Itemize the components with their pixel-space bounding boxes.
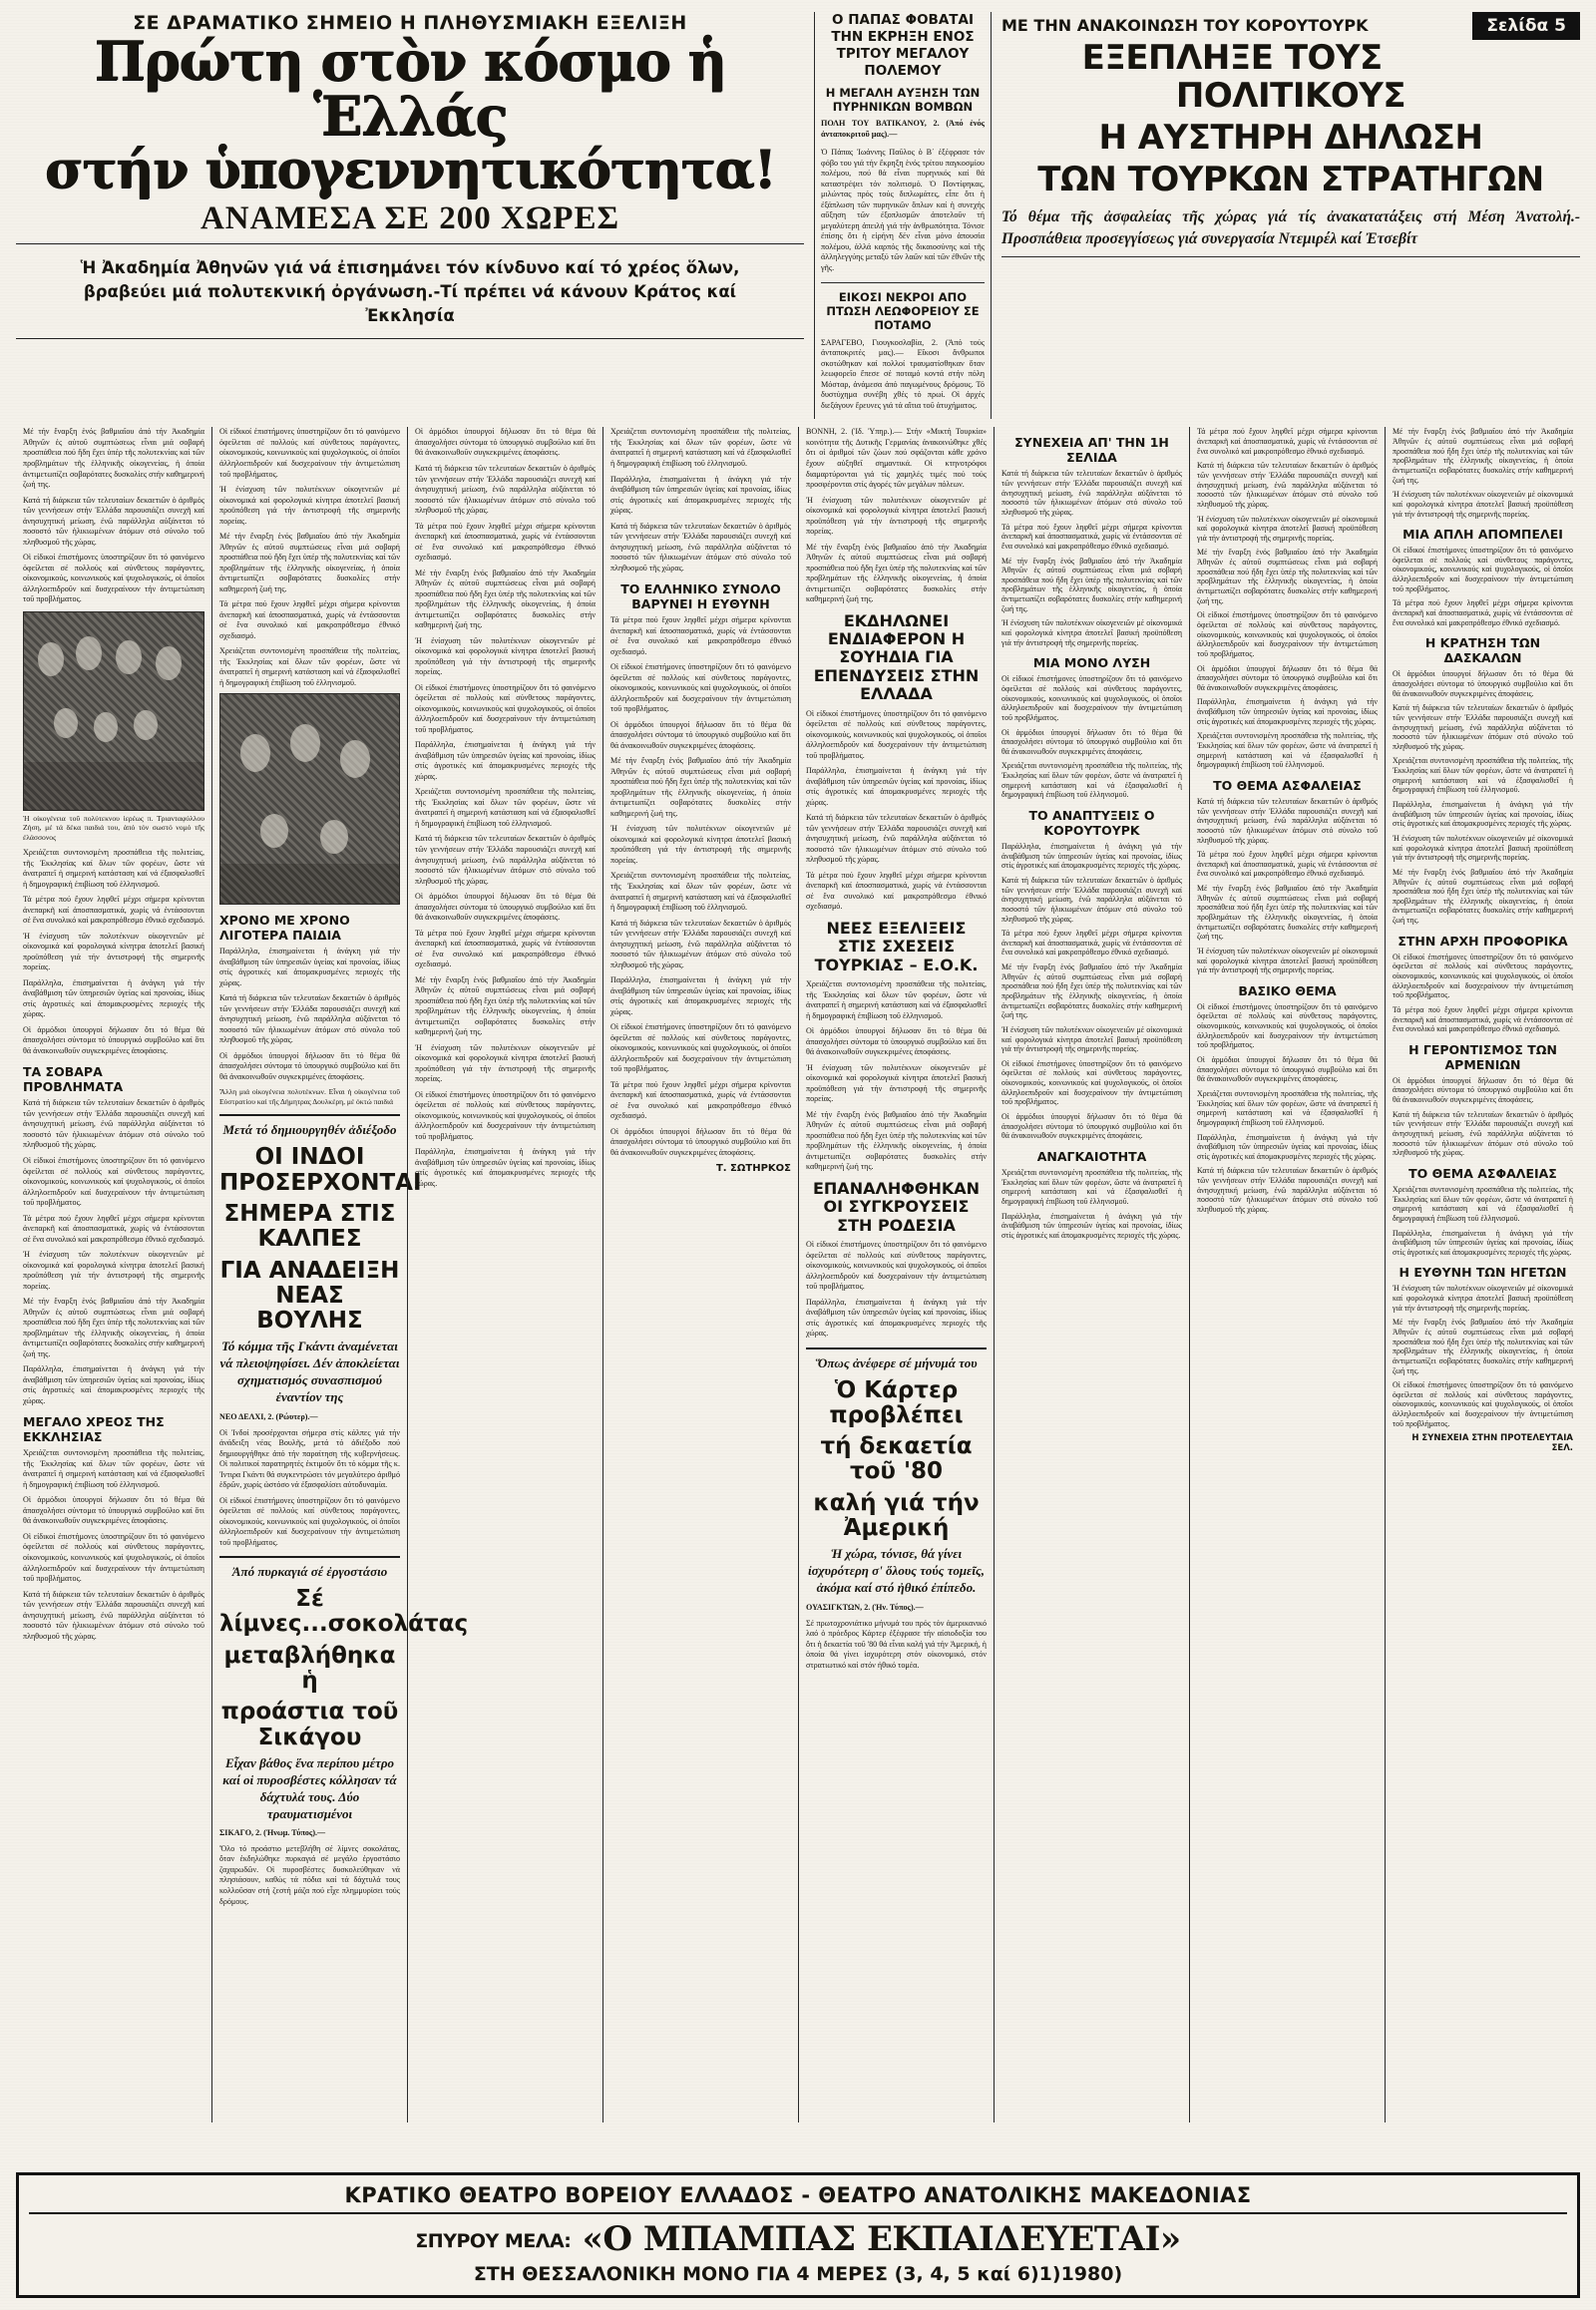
dateline: ΝΕΟ ΔΕΛΧΙ, 2. (Ρώυτερ).— xyxy=(219,1411,318,1421)
continued-note: Η ΣΥΝΕΧΕΙΑ ΣΤΗΝ ΠΡΟΤΕΛΕΥΤΑΙΑ ΣΕΛ. xyxy=(1411,1433,1573,1454)
section-head-rhodesia: ΕΠΑΝΑΛΗΦΘΗΚΑΝ ΟΙ ΣΥΓΚΡΟΥΣΕΙΣ ΣΤΗ ΡΟΔΕΣΙΑ xyxy=(812,1178,980,1235)
section-head-necessity: ΑΝΑΓΚΑΙΟΤΗΤΑ xyxy=(1036,1148,1147,1164)
paragraph: Οἱ εἰδικοί ἐπιστήμονες ὑποστηρίζουν ὅτι τό φαινόμενο ὀφείλεται σέ πολλούς καί σύνθετους παράγοντες, οἰκονομικούς, κοινωνικούς καί ψυχολογικούς, οἱ ὁποῖοι ἀλληλοεπιδροῦν καί δυσχεραίνουν τήν ἀντιμετώπιση τοῦ προβλήματος. xyxy=(415,1089,596,1141)
article-signature: Τ. ΣΩΤΗΡΚΟΣ xyxy=(715,1163,791,1175)
ad-line-3: ΣΤΗ ΘΕΣΣΑΛΟΝΙΚΗ ΜΟΝΟ ΓΙΑ 4 ΜΕΡΕΣ (3, 4, 5 καί 6)1)1980) xyxy=(473,2263,1123,2285)
section-head-fewer-children: ΧΡΟΝΟ ΜΕ ΧΡΟΝΟ ΛΙΓΟΤΕΡΑ ΠΑΙΔΙΑ xyxy=(219,913,350,944)
paragraph: Οἱ εἰδικοί ἐπιστήμονες ὑποστηρίζουν ὅτι τό φαινόμενο ὀφείλεται σέ πολλούς καί σύνθετους παράγοντες, οἰκονομικούς, κοινωνικούς καί ψυχολογικούς, οἱ ὁποῖοι ἀλληλοεπιδροῦν καί δυσχεραίνουν τήν ἀντιμετώπιση τοῦ προβλήματος. xyxy=(415,682,596,734)
paragraph: Μέ τήν ἔναρξη ἑνός βαθμιαῖου ἀπό τήν Ἀκαδημία Ἀθηνῶν ἐς αὐτοῦ συμπτώσεως εἶναι μιά σοβαρή προσπάθεια πού ἤδη ἔχει ὑπέρ τῆς πολυτεκνίας καί τῶν προβλημάτων τῆς ἑλληνικῆς οἰκογενείας, ἡ ὁποία ἀντιμετωπίζει σοβαρότατες δυσκολίες στήν καθημερινή ζωή της. xyxy=(806,1109,987,1172)
paragraph: Μέ τήν ἔναρξη ἑνός βαθμιαῖου ἀπό τήν Ἀκαδημία Ἀθηνῶν ἐς αὐτοῦ συμπτώσεως εἶναι μιά σοβαρή προσπάθεια πού ἤδη ἔχει ὑπέρ τῆς πολυτεκνίας καί τῶν προβλημάτων τῆς ἑλληνικῆς οἰκογενείας, ἡ ὁποία ἀντιμετωπίζει σοβαρότατες δυσκολίες στήν καθημερινή ζωή της. xyxy=(610,756,791,818)
paragraph: Χρειάζεται συντονισμένη προσπάθεια τῆς πολιτείας, τῆς Ἐκκλησίας καί ὅλων τῶν φορέων, ὥστε νά ἀνατραπεῖ ἡ σημερινή κατάσταση καί νά ἐξασφαλισθεῖ ἡ δημογραφική ἐπιβίωση τοῦ ἑλληνισμοῦ. xyxy=(23,1448,204,1489)
paragraph: Ἡ ἐνίσχυση τῶν πολυτέκνων οἰκογενειῶν μέ οἰκονομικά καί φορολογικά κίνητρα ἀποτελεῖ βασική προϋπόθεση γιά τήν ἀντιστροφή τῆς σημερινῆς πορείας. xyxy=(610,824,791,865)
divider xyxy=(16,243,804,244)
mid-subhead: Η ΜΕΓΑΛΗ ΑΥΞΗΣΗ ΤΩΝ ΠΥΡΗΝΙΚΩΝ ΒΟΜΒΩΝ xyxy=(825,85,981,114)
paragraph: Οἱ ἁρμόδιοι ὑπουργοί δήλωσαν ὅτι τό θέμα θά ἀπασχολήσει σύντομα τό ὑπουργικό συμβούλιο καί ὅτι θά ἀνακοινωθοῦν συγκεκριμένες ἀποφάσεις. xyxy=(415,427,596,458)
paragraph: Οἱ ἁρμόδιοι ὑπουργοί δήλωσαν ὅτι τό θέμα θά ἀπασχολήσει σύντομα τό ὑπουργικό συμβούλιο καί ὅτι θά ἀνακοινωθοῦν συγκεκριμένες ἀποφάσεις. xyxy=(1001,1112,1182,1141)
paragraph: Μέ τήν ἔναρξη ἑνός βαθμιαῖου ἀπό τήν Ἀκαδημία Ἀθηνῶν ἐς αὐτοῦ συμπτώσεως εἶναι μιά σοβαρή προσπάθεια πού ἤδη ἔχει ὑπέρ τῆς πολυτεκνίας καί τῶν προβλημάτων τῆς ἑλληνικῆς οἰκογενείας, ἡ ὁποία ἀντιμετωπίζει σοβαρότατες δυσκολίες στήν καθημερινή ζωή της. xyxy=(23,1297,204,1358)
paragraph: Χρειάζεται συντονισμένη προσπάθεια τῆς πολιτείας, τῆς Ἐκκλησίας καί ὅλων τῶν φορέων, ὥστε νά ἀνατραπεῖ ἡ σημερινή κατάσταση καί νά ἐξασφαλισθεῖ ἡ δημογραφική ἐπιβίωση τοῦ ἑλληνισμοῦ. xyxy=(415,787,596,828)
paragraph: Τά μέτρα πού ἔχουν ληφθεῖ μέχρι σήμερα κρίνονται ἀνεπαρκῆ καί ἀποσπασματικά, χωρίς νά ἐντάσσονται σέ ἕνα συνολικό καί μακροπρόθεσμο ἐθνικό σχεδιασμό. xyxy=(415,521,596,563)
paragraph: Κατά τή διάρκεια τῶν τελευταίων δεκαετιῶν ὁ ἀριθμός τῶν γεννήσεων στήν Ἑλλάδα παρουσιάζει συνεχῆ καί ἀνησυχητική μείωση, ἐνῶ παράλληλα αὐξάνεται τό ποσοστό τῶν ἡλικιωμένων ἀτόμων στό σύνολο τοῦ πληθυσμοῦ τῆς χώρας. xyxy=(610,918,791,969)
divider xyxy=(219,1114,400,1116)
paragraph: Οἱ εἰδικοί ἐπιστήμονες ὑποστηρίζουν ὅτι τό φαινόμενο ὀφείλεται σέ πολλούς καί σύνθετους παράγοντες, οἰκονομικούς, κοινωνικούς καί ψυχολογικούς, οἱ ὁποῖοι ἀλληλοεπιδροῦν καί δυσχεραίνουν τήν ἀντιμετώπιση τοῦ προβλήματος. xyxy=(23,1156,204,1208)
right-kicker: ΜΕ ΤΗΝ ΑΝΑΚΟΙΝΩΣΗ ΤΟΥ ΚΟΡΟΥΤΟΥΡΚ xyxy=(1001,16,1369,35)
paragraph: Οἱ ἁρμόδιοι ὑπουργοί δήλωσαν ὅτι τό θέμα θά ἀπασχολήσει σύντομα τό ὑπουργικό συμβούλιο καί ὅτι θά ἀνακοινωθοῦν συγκεκριμένες ἀποφάσεις. xyxy=(1001,727,1182,756)
paragraph: Κατά τή διάρκεια τῶν τελευταίων δεκαετιῶν ὁ ἀριθμός τῶν γεννήσεων στήν Ἑλλάδα παρουσιάζει συνεχῆ καί ἀνησυχητική μείωση, ἐνῶ παράλληλα αὐξάνεται τό ποσοστό τῶν ἡλικιωμένων ἀτόμων στό σύνολο τοῦ πληθυσμοῦ τῆς χώρας. xyxy=(23,1589,204,1641)
carter-kicker: Ὅπως ἀνέφερε σέ μήνυμά του xyxy=(815,1354,978,1370)
chicago-deck: Εἶχαν βάθος ἕνα περίπου μέτρο καί οἱ πυροσβέστες κόλλησαν τά δάχτυλά τους. Δύο τραυματισμένοι xyxy=(222,1754,397,1821)
ad-title-row xyxy=(29,2219,1567,2259)
paragraph: Ἡ ἐνίσχυση τῶν πολυτέκνων οἰκογενειῶν μέ οἰκονομικά καί φορολογικά κίνητρα ἀποτελεῖ βασική προϋπόθεση γιά τήν ἀντιστροφή τῆς σημερινῆς πορείας. xyxy=(219,485,400,526)
right-top-block xyxy=(1001,12,1580,264)
photo-caption-2: Ἄλλη μιά οἰκογένεια πολυτέκνων. Εἶναι ἡ οἰκογένεια τοῦ Εὐστρατίου καί τῆς Δήμητρας Δουλκέρη, μέ ὀκτώ παιδιά xyxy=(219,1087,400,1106)
column-5 xyxy=(798,427,994,2122)
mid-column-top xyxy=(814,12,992,419)
paragraph: Οἱ ἁρμόδιοι ὑπουργοί δήλωσαν ὅτι τό θέμα θά ἀπασχολήσει σύντομα τό ὑπουργικό συμβούλιο καί ὅτι θά ἀνακοινωθοῦν συγκεκριμένες ἀποφάσεις. xyxy=(415,892,596,923)
carter-headline-1: Ὁ Κάρτερ προβλέπει xyxy=(829,1376,964,1428)
ad-author: ΣΠΥΡΟΥ ΜΕΛΑ: xyxy=(415,2230,572,2252)
divider xyxy=(1001,256,1580,257)
section-head-security-topic: ΤΟ ΘΕΜΑ ΑΣΦΑΛΕΙΑΣ xyxy=(1213,777,1362,793)
column-3 xyxy=(407,427,602,2122)
paragraph: Χρειάζεται συντονισμένη προσπάθεια τῆς πολιτείας, τῆς Ἐκκλησίας καί ὅλων τῶν φορέων, ὥστε νά ἀνατραπεῖ ἡ σημερινή κατάσταση καί νά ἐξασφαλισθεῖ ἡ δημογραφική ἐπιβίωση τοῦ ἑλληνισμοῦ. xyxy=(806,979,987,1020)
paragraph: Οἱ εἰδικοί ἐπιστήμονες ὑποστηρίζουν ὅτι τό φαινόμενο ὀφείλεται σέ πολλούς καί σύνθετους παράγοντες, οἰκονομικούς, κοινωνικούς καί ψυχολογικούς, οἱ ὁποῖοι ἀλληλοεπιδροῦν καί δυσχεραίνουν τήν ἀντιμετώπιση τοῦ προβλήματος. xyxy=(610,662,791,714)
main-columns xyxy=(16,427,1580,2122)
paragraph: Οἱ εἰδικοί ἐπιστήμονες ὑποστηρίζουν ὅτι τό φαινόμενο ὀφείλεται σέ πολλούς καί σύνθετους παράγοντες, οἰκονομικούς, κοινωνικούς καί ψυχολογικούς, οἱ ὁποῖοι ἀλληλοεπιδροῦν καί δυσχεραίνουν τήν ἀντιμετώπιση τοῦ προβλήματος. xyxy=(1197,610,1378,658)
paragraph: Κατά τή διάρκεια τῶν τελευταίων δεκαετιῶν ὁ ἀριθμός τῶν γεννήσεων στήν Ἑλλάδα παρουσιάζει συνεχῆ καί ἀνησυχητική μείωση, ἐνῶ παράλληλα αὐξάνεται τό ποσοστό τῶν ἡλικιωμένων ἀτόμων στό σύνολο τοῦ πληθυσμοῦ τῆς χώρας. xyxy=(1393,703,1573,751)
paragraph: Ἡ ἐνίσχυση τῶν πολυτέκνων οἰκογενειῶν μέ οἰκονομικά καί φορολογικά κίνητρα ἀποτελεῖ βασική προϋπόθεση γιά τήν ἀντιστροφή τῆς σημερινῆς πορείας. xyxy=(1197,514,1378,543)
paragraph: Παράλληλα, ἐπισημαίνεται ἡ ἀνάγκη γιά τήν ἀναβάθμιση τῶν ὑπηρεσιῶν ὑγείας καί προνοίας, ἰδίως στίς ἀγροτικές καί ἀπομακρυσμένες περιοχές τῆς χώρας. xyxy=(1393,1228,1573,1257)
chicago-headline-2: μεταβλήθηκα ἡ xyxy=(223,1642,396,1694)
paragraph: Χρειάζεται συντονισμένη προσπάθεια τῆς πολιτείας, τῆς Ἐκκλησίας καί ὅλων τῶν φορέων, ὥστε νά ἀνατραπεῖ ἡ σημερινή κατάσταση καί νά ἐξασφαλισθεῖ ἡ δημογραφική ἐπιβίωση τοῦ ἑλληνισμοῦ. xyxy=(610,427,791,468)
paragraph: Μέ τήν ἔναρξη ἑνός βαθμιαῖου ἀπό τήν Ἀκαδημία Ἀθηνῶν ἐς αὐτοῦ συμπτώσεως εἶναι μιά σοβαρή προσπάθεια πού ἤδη ἔχει ὑπέρ τῆς πολυτεκνίας καί τῶν προβλημάτων τῆς ἑλληνικῆς οἰκογενείας, ἡ ὁποία ἀντιμετωπίζει σοβαρότατες δυσκολίες στήν καθημερινή ζωή της. xyxy=(415,568,596,630)
paragraph: Οἱ εἰδικοί ἐπιστήμονες ὑποστηρίζουν ὅτι τό φαινόμενο ὀφείλεται σέ πολλούς καί σύνθετους παράγοντες, οἰκονομικούς, κοινωνικούς καί ψυχολογικούς, οἱ ὁποῖοι ἀλληλοεπιδροῦν καί δυσχεραίνουν τήν ἀντιμετώπιση τοῦ προβλήματος. xyxy=(1001,1058,1182,1107)
paragraph: Κατά τή διάρκεια τῶν τελευταίων δεκαετιῶν ὁ ἀριθμός τῶν γεννήσεων στήν Ἑλλάδα παρουσιάζει συνεχῆ καί ἀνησυχητική μείωση, ἐνῶ παράλληλα αὐξάνεται τό ποσοστό τῶν ἡλικιωμένων ἀτόμων στό σύνολο τοῦ πληθυσμοῦ τῆς χώρας. xyxy=(806,813,987,865)
carter-headline-3: καλή γιά τήν Ἀμερική xyxy=(813,1489,980,1542)
paragraph: Μέ τήν ἔναρξη ἑνός βαθμιαῖου ἀπό τήν Ἀκαδημία Ἀθηνῶν ἐς αὐτοῦ συμπτώσεως εἶναι μιά σοβαρή προσπάθεια πού ἤδη ἔχει ὑπέρ τῆς πολυτεκνίας καί τῶν προβλημάτων τῆς ἑλληνικῆς οἰκογενείας, ἡ ὁποία ἀντιμετωπίζει σοβαρότατες δυσκολίες στήν καθημερινή ζωή της. xyxy=(806,542,987,604)
carter-deck: Ἡ χώρα, τόνισε, θά γίνει ἰσχυρότερη σ' ὅλους τούς τομεῖς, ἀκόμα καί στό ἠθικό ἐπίπεδο. xyxy=(807,1546,986,1596)
paragraph: Ἡ ἐνίσχυση τῶν πολυτέκνων οἰκογενειῶν μέ οἰκονομικά καί φορολογικά κίνητρα ἀποτελεῖ βασική προϋπόθεση γιά τήν ἀντιστροφή τῆς σημερινῆς πορείας. xyxy=(1393,490,1573,519)
column-8 xyxy=(1385,427,1580,2122)
section-head-one-remaining: ΜΙΑ ΑΠΛΗ ΑΠΟΜΠΕΛΕΙ xyxy=(1402,527,1563,543)
theatre-advertisement xyxy=(16,2172,1580,2298)
paragraph: Οἱ εἰδικοί ἐπιστήμονες ὑποστηρίζουν ὅτι τό φαινόμενο ὀφείλεται σέ πολλούς καί σύνθετους παράγοντες, οἰκονομικούς, κοινωνικούς καί ψυχολογικούς, οἱ ὁποῖοι ἀλληλοεπιδροῦν καί δυσχεραίνουν τήν ἀντιμετώπιση τοῦ προβλήματος. xyxy=(610,1022,791,1074)
paragraph: Ἡ ἐνίσχυση τῶν πολυτέκνων οἰκογενειῶν μέ οἰκονομικά καί φορολογικά κίνητρα ἀποτελεῖ βασική προϋπόθεση γιά τήν ἀντιστροφή τῆς σημερινῆς πορείας. xyxy=(806,495,987,537)
paragraph: Οἱ ἁρμόδιοι ὑπουργοί δήλωσαν ὅτι τό θέμα θά ἀπασχολήσει σύντομα τό ὑπουργικό συμβούλιο καί ὅτι θά ἀνακοινωθοῦν συγκεκριμένες ἀποφάσεις. xyxy=(806,1026,987,1057)
column-4 xyxy=(602,427,798,2122)
paragraph xyxy=(219,1412,400,1423)
paragraph xyxy=(219,1828,400,1839)
paragraph: Κατά τή διάρκεια τῶν τελευταίων δεκαετιῶν ὁ ἀριθμός τῶν γεννήσεων στήν Ἑλλάδα παρουσιάζει συνεχῆ καί ἀνησυχητική μείωση, ἐνῶ παράλληλα αὐξάνεται τό ποσοστό τῶν ἡλικιωμένων ἀτόμων στό σύνολο τοῦ πληθυσμοῦ τῆς χώρας. xyxy=(1393,1109,1573,1158)
paragraph: Παράλληλα, ἐπισημαίνεται ἡ ἀνάγκη γιά τήν ἀναβάθμιση τῶν ὑπηρεσιῶν ὑγείας καί προνοίας, ἰδίως στίς ἀγροτικές καί ἀπομακρυσμένες περιοχές τῆς χώρας. xyxy=(610,474,791,516)
paragraph: Μέ τήν ἔναρξη ἑνός βαθμιαῖου ἀπό τήν Ἀκαδημία Ἀθηνῶν ἐς αὐτοῦ συμπτώσεως εἶναι μιά σοβαρή προσπάθεια πού ἤδη ἔχει ὑπέρ τῆς πολυτεκνίας καί τῶν προβλημάτων τῆς ἑλληνικῆς οἰκογενείας, ἡ ὁποία ἀντιμετωπίζει σοβαρότατες δυσκολίες στήν καθημερινή ζωή της. xyxy=(1393,1318,1573,1375)
chicago-headline-1: Σέ λίμνες...σοκολάτας xyxy=(219,1586,469,1638)
paragraph: Κατά τή διάρκεια τῶν τελευταίων δεκαετιῶν ὁ ἀριθμός τῶν γεννήσεων στήν Ἑλλάδα παρουσιάζει συνεχῆ καί ἀνησυχητική μείωση, ἐνῶ παράλληλα αὐξάνεται τό ποσοστό τῶν ἡλικιωμένων ἀτόμων στό σύνολο τοῦ πληθυσμοῦ τῆς χώρας. xyxy=(219,993,400,1045)
paragraph: Μέ τήν ἔναρξη ἑνός βαθμιαῖου ἀπό τήν Ἀκαδημία Ἀθηνῶν ἐς αὐτοῦ συμπτώσεως εἶναι μιά σοβαρή προσπάθεια πού ἤδη ἔχει ὑπέρ τῆς πολυτεκνίας καί τῶν προβλημάτων τῆς ἑλληνικῆς οἰκογενείας, ἡ ὁποία ἀντιμετωπίζει σοβαρότατες δυσκολίες στήν καθημερινή ζωή της. xyxy=(1393,867,1573,926)
paragraph: Οἱ εἰδικοί ἐπιστήμονες ὑποστηρίζουν ὅτι τό φαινόμενο ὀφείλεται σέ πολλούς καί σύνθετους παράγοντες, οἰκονομικούς, κοινωνικούς καί ψυχολογικούς, οἱ ὁποῖοι ἀλληλοεπιδροῦν καί δυσχεραίνουν τήν ἀντιμετώπιση τοῦ προβλήματος. xyxy=(1001,674,1182,722)
paragraph: Τά μέτρα πού ἔχουν ληφθεῖ μέχρι σήμερα κρίνονται ἀνεπαρκῆ καί ἀποσπασματικά, χωρίς νά ἐντάσσονται σέ ἕνα συνολικό καί μακροπρόθεσμο ἐθνικό σχεδιασμό. xyxy=(415,928,596,969)
paragraph: Χρειάζεται συντονισμένη προσπάθεια τῆς πολιτείας, τῆς Ἐκκλησίας καί ὅλων τῶν φορέων, ὥστε νά ἀνατραπεῖ ἡ σημερινή κατάσταση καί νά ἐξασφαλισθεῖ ἡ δημογραφική ἐπιβίωση τοῦ ἑλληνισμοῦ. xyxy=(1393,756,1573,795)
section-head-continued-from-page-1: ΣΥΝΕΧΕΙΑ ΑΠ' ΤΗΝ 1Η ΣΕΛΙΔΑ xyxy=(1014,435,1169,466)
photo-large-family xyxy=(219,693,400,905)
paragraph: Τά μέτρα πού ἔχουν ληφθεῖ μέχρι σήμερα κρίνονται ἀνεπαρκῆ καί ἀποσπασματικά, χωρίς νά ἐντάσσονται σέ ἕνα συνολικό καί μακροπρόθεσμο ἐθνικό σχεδιασμό. xyxy=(610,615,791,656)
section-head-serious-problems: ΤΑ ΣΟΒΑΡΑ ΠΡΟΒΛΗΜΑΤΑ xyxy=(23,1064,124,1095)
paragraph: Ἡ ἐνίσχυση τῶν πολυτέκνων οἰκογενειῶν μέ οἰκονομικά καί φορολογικά κίνητρα ἀποτελεῖ βασική προϋπόθεση γιά τήν ἀντιστροφή τῆς σημερινῆς πορείας. xyxy=(1197,946,1378,975)
paragraph: Οἱ εἰδικοί ἐπιστήμονες ὑποστηρίζουν ὅτι τό φαινόμενο ὀφείλεται σέ πολλούς καί σύνθετους παράγοντες, οἰκονομικούς, κοινωνικούς καί ψυχολογικούς, οἱ ὁποῖοι ἀλληλοεπιδροῦν καί δυσχεραίνουν τήν ἀντιμετώπιση τοῦ προβλήματος. xyxy=(219,1495,400,1547)
divider xyxy=(821,282,985,283)
paragraph: Κατά τή διάρκεια τῶν τελευταίων δεκαετιῶν ὁ ἀριθμός τῶν γεννήσεων στήν Ἑλλάδα παρουσιάζει συνεχῆ καί ἀνησυχητική μείωση, ἐνῶ παράλληλα αὐξάνεται τό ποσοστό τῶν ἡλικιωμένων ἀτόμων στό σύνολο τοῦ πληθυσμοῦ τῆς χώρας. xyxy=(1001,875,1182,924)
india-headline-1: ΟΙ ΙΝΔΟΙ ΠΡΟΣΕΡΧΟΝΤΑΙ xyxy=(219,1144,422,1196)
paragraph: Τά μέτρα πού ἔχουν ληφθεῖ μέχρι σήμερα κρίνονται ἀνεπαρκῆ καί ἀποσπασματικά, χωρίς νά ἐντάσσονται σέ ἕνα συνολικό καί μακροπρόθεσμο ἐθνικό σχεδιασμό. xyxy=(23,895,205,926)
paragraph: Οἱ εἰδικοί ἐπιστήμονες ὑποστηρίζουν ὅτι τό φαινόμενο ὀφείλεται σέ πολλούς καί σύνθετους παράγοντες, οἰκονομικούς, κοινωνικούς καί ψυχολογικούς, οἱ ὁποῖοι ἀλληλοεπιδροῦν καί δυσχεραίνουν τήν ἀντιμετώπιση τοῦ προβλήματος. xyxy=(806,708,987,760)
paragraph: Κατά τή διάρκεια τῶν τελευταίων δεκαετιῶν ὁ ἀριθμός τῶν γεννήσεων στήν Ἑλλάδα παρουσιάζει συνεχῆ καί ἀνησυχητική μείωση, ἐνῶ παράλληλα αὐξάνεται τό ποσοστό τῶν ἡλικιωμένων ἀτόμων στό σύνολο τοῦ πληθυσμοῦ τῆς χώρας. xyxy=(610,521,791,573)
mid-subhead-2: ΕΙΚΟΣΙ ΝΕΚΡΟΙ ΑΠΟ ΠΤΩΣΗ ΛΕΩΦΟΡΕΙΟΥ ΣΕ ΠΟΤΑΜΟ xyxy=(826,289,980,333)
paragraph: Χρειάζεται συντονισμένη προσπάθεια τῆς πολιτείας, τῆς Ἐκκλησίας καί ὅλων τῶν φορέων, ὥστε νά ἀνατραπεῖ ἡ σημερινή κατάσταση καί νά ἐξασφαλισθεῖ ἡ δημογραφική ἐπιβίωση τοῦ ἑλληνισμοῦ. xyxy=(610,871,791,913)
paragraph: Τά μέτρα πού ἔχουν ληφθεῖ μέχρι σήμερα κρίνονται ἀνεπαρκῆ καί ἀποσπασματικά, χωρίς νά ἐντάσσονται σέ ἕνα συνολικό καί μακροπρόθεσμο ἐθνικό σχεδιασμό. xyxy=(610,1079,791,1121)
paragraph: Οἱ ἁρμόδιοι ὑπουργοί δήλωσαν ὅτι τό θέμα θά ἀπασχολήσει σύντομα τό ὑπουργικό συμβούλιο καί ὅτι θά ἀνακοινωθοῦν συγκεκριμένες ἀποφάσεις. xyxy=(610,719,791,750)
divider xyxy=(806,1348,987,1349)
paragraph: Παράλληλα, ἐπισημαίνεται ἡ ἀνάγκη γιά τήν ἀναβάθμιση τῶν ὑπηρεσιῶν ὑγείας καί προνοίας, ἰδίως στίς ἀγροτικές καί ἀπομακρυσμένες περιοχές τῆς χώρας. xyxy=(23,977,204,1019)
mid-headline: Ο ΠΑΠΑΣ ΦΟΒΑΤΑΙ ΤΗΝ ΕΚΡΗΞΗ ΕΝΟΣ ΤΡΙΤΟΥ ΜΕΓΑΛΟΥ ΠΟΛΕΜΟΥ xyxy=(831,12,975,79)
top-band xyxy=(16,12,1580,419)
paragraph: Τά μέτρα πού ἔχουν ληφθεῖ μέχρι σήμερα κρίνονται ἀνεπαρκῆ καί ἀποσπασματικά, χωρίς νά ἐντάσσονται σέ ἕνα συνολικό καί μακροπρόθεσμο ἐθνικό σχεδιασμό. xyxy=(1197,427,1378,456)
section-head-oral-start: ΣΤΗΝ ΑΡΧΗ ΠΡΟΦΟΡΙΚΑ xyxy=(1397,933,1568,949)
paragraph: Οἱ ἁρμόδιοι ὑπουργοί δήλωσαν ὅτι τό θέμα θά ἀπασχολήσει σύντομα τό ὑπουργικό συμβούλιο καί ὅτι θά ἀνακοινωθοῦν συγκεκριμένες ἀποφάσεις. xyxy=(219,1050,400,1081)
chicago-kicker: Ἀπό πυρκαγιά σέ ἐργοστάσιο xyxy=(231,1564,388,1580)
section-head-turkey-eec: ΝΕΕΣ ΕΞΕΛΙΞΕΙΣ ΣΤΙΣ ΣΧΕΣΕΙΣ ΤΟΥΡΚΙΑΣ – Ε.Ο.Κ. xyxy=(814,918,979,974)
section-head-basic-topic: ΒΑΣΙΚΟ ΘΕΜΑ xyxy=(1238,982,1337,998)
paragraph: ΒΟΝΝΗ, 2. (Ἰδ. Ὑπηρ.).— Στήν «Μικτή Τουρκία» κοινότητα τῆς Δυτικῆς Γερμανίας ἀνακοινώθηκε χθές ὅτι οἱ ἀριθμοί τῶν ζώων πού σφάζονται κάθε χρόνο ἔχουν αὐξηθεῖ σημαντικά. Οἱ κτηνοτρόφοι διαμαρτύρονται γιά τίς χαμηλές τιμές πού τούς προσφέρονται στίς ἀγορές τῶν μεγάλων πόλεων. xyxy=(806,427,987,490)
section-head-greek-responsibility: ΤΟ ΕΛΛΗΝΙΚΟ ΣΥΝΟΛΟ ΒΑΡΥΝΕΙ Η ΕΥΘΥΝΗ xyxy=(620,581,781,612)
paragraph: Χρειάζεται συντονισμένη προσπάθεια τῆς πολιτείας, τῆς Ἐκκλησίας καί ὅλων τῶν φορέων, ὥστε νά ἀνατραπεῖ ἡ σημερινή κατάσταση καί νά ἐξασφαλισθεῖ ἡ δημογραφική ἐπιβίωση τοῦ ἑλληνισμοῦ. xyxy=(1001,761,1182,800)
paragraph: Κατά τή διάρκεια τῶν τελευταίων δεκαετιῶν ὁ ἀριθμός τῶν γεννήσεων στήν Ἑλλάδα παρουσιάζει συνεχῆ καί ἀνησυχητική μείωση, ἐνῶ παράλληλα αὐξάνεται τό ποσοστό τῶν ἡλικιωμένων ἀτόμων στό σύνολο τοῦ πληθυσμοῦ τῆς χώρας. xyxy=(23,495,204,547)
paragraph: Ἡ ἐνίσχυση τῶν πολυτέκνων οἰκογενειῶν μέ οἰκονομικά καί φορολογικά κίνητρα ἀποτελεῖ βασική προϋπόθεση γιά τήν ἀντιστροφή τῆς σημερινῆς πορείας. xyxy=(1393,833,1573,863)
paragraph: Οἱ εἰδικοί ἐπιστήμονες ὑποστηρίζουν ὅτι τό φαινόμενο ὀφείλεται σέ πολλούς καί σύνθετους παράγοντες, οἰκονομικούς, κοινωνικούς καί ψυχολογικούς, οἱ ὁποῖοι ἀλληλοεπιδροῦν καί δυσχεραίνουν τήν ἀντιμετώπιση τοῦ προβλήματος. xyxy=(1393,952,1573,1000)
paragraph: Παράλληλα, ἐπισημαίνεται ἡ ἀνάγκη γιά τήν ἀναβάθμιση τῶν ὑπηρεσιῶν ὑγείας καί προνοίας, ἰδίως στίς ἀγροτικές καί ἀπομακρυσμένες περιοχές τῆς χώρας. xyxy=(1393,800,1573,829)
paragraph: Ἡ ἐνίσχυση τῶν πολυτέκνων οἰκογενειῶν μέ οἰκονομικά καί φορολογικά κίνητρα ἀποτελεῖ βασική προϋπόθεση γιά τήν ἀντιστροφή τῆς σημερινῆς πορείας. xyxy=(415,1042,596,1084)
paragraph: Τά μέτρα πού ἔχουν ληφθεῖ μέχρι σήμερα κρίνονται ἀνεπαρκῆ καί ἀποσπασματικά, χωρίς νά ἐντάσσονται σέ ἕνα συνολικό καί μακροπρόθεσμο ἐθνικό σχεδιασμό. xyxy=(1001,929,1182,958)
column-6 xyxy=(994,427,1189,2122)
photo-caption: Ἡ οἰκογένεια τοῦ πολύτεκνου ἱερέως π. Τριανταφύλλου Ζήση, μέ τά δέκα παιδιά του, ἀπό τόν σωστό νομό τῆς ἐλάσσονος xyxy=(23,813,204,842)
paragraph: Ἡ ἐνίσχυση τῶν πολυτέκνων οἰκογενειῶν μέ οἰκονομικά καί φορολογικά κίνητρα ἀποτελεῖ βασική προϋπόθεση γιά τήν ἀντιστροφή τῆς σημερινῆς πορείας. xyxy=(806,1062,987,1104)
carter-headline-2: τή δεκαετία τοῦ '80 xyxy=(820,1433,973,1485)
paragraph: Μέ τήν ἔναρξη ἑνός βαθμιαῖου ἀπό τήν Ἀκαδημία Ἀθηνῶν ἐς αὐτοῦ συμπτώσεως εἶναι μιά σοβαρή προσπάθεια πού ἤδη ἔχει ὑπέρ τῆς πολυτεκνίας καί τῶν προβλημάτων τῆς ἑλληνικῆς οἰκογενείας, ἡ ὁποία ἀντιμετωπίζει σοβαρότατες δυσκολίες στήν καθημερινή ζωή της. xyxy=(1001,556,1182,613)
paragraph: Χρειάζεται συντονισμένη προσπάθεια τῆς πολιτείας, τῆς Ἐκκλησίας καί ὅλων τῶν φορέων, ὥστε νά ἀνατραπεῖ ἡ σημερινή κατάσταση καί νά ἐξασφαλισθεῖ ἡ δημογραφική ἐπιβίωση τοῦ ἑλληνισμοῦ. xyxy=(1001,1167,1182,1206)
paragraph: Τά μέτρα πού ἔχουν ληφθεῖ μέχρι σήμερα κρίνονται ἀνεπαρκῆ καί ἀποσπασματικά, χωρίς νά ἐντάσσονται σέ ἕνα συνολικό καί μακροπρόθεσμο ἐθνικό σχεδιασμό. xyxy=(1393,1004,1573,1034)
paragraph: Παράλληλα, ἐπισημαίνεται ἡ ἀνάγκη γιά τήν ἀναβάθμιση τῶν ὑπηρεσιῶν ὑγείας καί προνοίας, ἰδίως στίς ἀγροτικές καί ἀπομακρυσμένες περιοχές τῆς χώρας. xyxy=(806,766,987,807)
paragraph: Οἱ ἁρμόδιοι ὑπουργοί δήλωσαν ὅτι τό θέμα θά ἀπασχολήσει σύντομα τό ὑπουργικό συμβούλιο καί ὅτι θά ἀνακοινωθοῦν συγκεκριμένες ἀποφάσεις. xyxy=(1393,1075,1573,1105)
masthead-kicker: ΣΕ ΔΡΑΜΑΤΙΚΟ ΣΗΜΕΙΟ Η ΠΛΗΘΥΣΜΙΑΚΗ ΕΞΕΛΙΞΗ xyxy=(133,12,687,34)
paragraph: Τά μέτρα πού ἔχουν ληφθεῖ μέχρι σήμερα κρίνονται ἀνεπαρκῆ καί ἀποσπασματικά, χωρίς νά ἐντάσσονται σέ ἕνα συνολικό καί μακροπρόθεσμο ἐθνικό σχεδιασμό. xyxy=(219,599,400,640)
paragraph: Οἱ Ἰνδοί προσέρχονται σήμερα στίς κάλπες γιά τήν ἀνάδειξη νέας Βουλῆς, μετά τό ἀδιέξοδο πού δημιουργήθηκε ἀπό τήν παραίτηση τῆς κυβερνήσεως. Οἱ πολιτικοί παρατηρητές ἐκτιμοῦν ὅτι τό κόμμα τῆς κ. Ἰντιρα Γκάντι θά συγκεντρώσει τόν μεγαλύτερο ἀριθμό ἑδρῶν, χωρίς ὡστόσο νά ἐξασφαλίσει αὐτοδυναμία. xyxy=(219,1427,400,1490)
right-deck: Τό θέμα τῆς ἀσφαλείας τῆς χώρας γιά τίς ἀνακατατάξεις στή Μέση Ἀνατολή.-Προσπάθεια προσεγγίσεως γιά συνεργασία Ντεμιρέλ καί Ἐτσεβίτ xyxy=(1001,208,1580,247)
section-head-teachers-detention: Η ΚΡΑΤΗΣΗ ΤΩΝ ΔΑΣΚΑΛΩΝ xyxy=(1424,635,1541,666)
paragraph xyxy=(806,1603,987,1614)
masthead-title-line2: στήν ὑπογεννητικότητα! xyxy=(44,140,776,201)
mid-body-text: Ὁ Πάπας Ἰωάννης Παῦλος ὁ Β΄ ἐξέφρασε τόν φόβο του γιά τήν ἔκρηξη ἑνός τρίτου παγκοσμίου πολέμου, πού θά εἶναι πυρηνικός καί θά καταστρέψει τόν πολιτισμό. Ὁ Ποντίφηκας, μιλώντας πρός τούς διπλωμάτες, εἶπε ὅτι ἡ ἐξάπλωση τῶν πυρηνικῶν ὅπλων καί ἡ συνεχής αὔξηση τῶν ἐξοπλισμῶν ἀποτελοῦν τή μεγαλύτερη ἀπειλή γιά τήν ἀνθρωπότητα. Τόνισε ἐπίσης ὅτι ἡ εἰρήνη δέν εἶναι μόνο ἀπουσία πολέμου, ἀλλά καρπός τῆς δικαιοσύνης καί τῆς ἀλληλεγγύης μεταξύ τῶν λαῶν καί τῶν ἐθνῶν τῆς γῆς. xyxy=(821,148,985,272)
section-head-security: ΤΟ ΘΕΜΑ ΑΣΦΑΛΕΙΑΣ xyxy=(1408,1165,1557,1181)
paragraph: Οἱ ἁρμόδιοι ὑπουργοί δήλωσαν ὅτι τό θέμα θά ἀπασχολήσει σύντομα τό ὑπουργικό συμβούλιο καί ὅτι θά ἀνακοινωθοῦν συγκεκριμένες ἀποφάσεις. xyxy=(23,1495,204,1526)
right-headline-2: Η ΑΥΣΤΗΡΗ ΔΗΛΩΣΗ xyxy=(1098,118,1483,159)
masthead-title-line1: Πρώτη στὸν κόσμο ἡ Ἑλλάς xyxy=(94,29,726,149)
chicago-headline-3: προάστια τοῦ Σικάγου xyxy=(220,1699,399,1750)
india-deck: Τό κόμμα τῆς Γκάντι ἀναμένεται νά πλειοψηφίσει. Δέν ἀποκλείεται σχηματισμός συνασπισμού ἐναντίον της xyxy=(219,1339,400,1405)
divider xyxy=(29,2212,1567,2214)
paragraph: Οἱ ἁρμόδιοι ὑπουργοί δήλωσαν ὅτι τό θέμα θά ἀπασχολήσει σύντομα τό ὑπουργικό συμβούλιο καί ὅτι θά ἀνακοινωθοῦν συγκεκριμένες ἀποφάσεις. xyxy=(1197,663,1378,692)
column-2 xyxy=(211,427,469,2122)
paragraph: Τά μέτρα πού ἔχουν ληφθεῖ μέχρι σήμερα κρίνονται ἀνεπαρκῆ καί ἀποσπασματικά, χωρίς νά ἐντάσσονται σέ ἕνα συνολικό καί μακροπρόθεσμο ἐθνικό σχεδιασμό. xyxy=(806,870,987,912)
masthead-block xyxy=(16,12,804,345)
paragraph: Κατά τή διάρκεια τῶν τελευταίων δεκαετιῶν ὁ ἀριθμός τῶν γεννήσεων στήν Ἑλλάδα παρουσιάζει συνεχῆ καί ἀνησυχητική μείωση, ἐνῶ παράλληλα αὐξάνεται τό ποσοστό τῶν ἡλικιωμένων ἀτόμων στό σύνολο τοῦ πληθυσμοῦ τῆς χώρας. xyxy=(1197,461,1378,509)
divider xyxy=(16,338,804,339)
paragraph: Κατά τή διάρκεια τῶν τελευταίων δεκαετιῶν ὁ ἀριθμός τῶν γεννήσεων στήν Ἑλλάδα παρουσιάζει συνεχῆ καί ἀνησυχητική μείωση, ἐνῶ παράλληλα αὐξάνεται τό ποσοστό τῶν ἡλικιωμένων ἀτόμων στό σύνολο τοῦ πληθυσμοῦ τῆς χώρας. xyxy=(415,463,596,516)
paragraph: Ἡ ἐνίσχυση τῶν πολυτέκνων οἰκογενειῶν μέ οἰκονομικά καί φορολογικά κίνητρα ἀποτελεῖ βασική προϋπόθεση γιά τήν ἀντιστροφή τῆς σημερινῆς πορείας. xyxy=(23,931,204,972)
paragraph: Παράλληλα, ἐπισημαίνεται ἡ ἀνάγκη γιά τήν ἀναβάθμιση τῶν ὑπηρεσιῶν ὑγείας καί προνοίας, ἰδίως στίς ἀγροτικές καί ἀπομακρυσμένες περιοχές τῆς χώρας. xyxy=(415,740,596,781)
paragraph: Παράλληλα, ἐπισημαίνεται ἡ ἀνάγκη γιά τήν ἀναβάθμιση τῶν ὑπηρεσιῶν ὑγείας καί προνοίας, ἰδίως στίς ἀγροτικές καί ἀπομακρυσμένες περιοχές τῆς χώρας. xyxy=(415,1147,596,1188)
column-1 xyxy=(16,427,211,2122)
mid-body xyxy=(821,119,985,140)
india-headline-2: ΣΗΜΕΡΑ ΣΤΙΣ ΚΑΛΠΕΣ xyxy=(223,1200,396,1253)
paragraph: Μέ τήν ἔναρξη ἑνός βαθμιαῖου ἀπό τήν Ἀκαδημία Ἀθηνῶν ἐς αὐτοῦ συμπτώσεως εἶναι μιά σοβαρή προσπάθεια πού ἤδη ἔχει ὑπέρ τῆς πολυτεκνίας καί τῶν προβλημάτων τῆς ἑλληνικῆς οἰκογενείας, ἡ ὁποία ἀντιμετωπίζει σοβαρότατες δυσκολίες στήν καθημερινή ζωή της. xyxy=(415,974,596,1037)
paragraph: Ἡ ἐνίσχυση τῶν πολυτέκνων οἰκογενειῶν μέ οἰκονομικά καί φορολογικά κίνητρα ἀποτελεῖ βασική προϋπόθεση γιά τήν ἀντιστροφή τῆς σημερινῆς πορείας. xyxy=(1393,1284,1573,1313)
right-headline-3: ΤΩΝ ΤΟΥΡΚΩΝ ΣΤΡΑΤΗΓΩΝ xyxy=(1037,160,1544,200)
section-head-korutyrk: ΤΟ ΑΝΑΠΤΥΞΕΙΣ Ο ΚΟΡΟΥΤΟΥΡΚ xyxy=(1028,808,1155,839)
paragraph: Παράλληλα, ἐπισημαίνεται ἡ ἀνάγκη γιά τήν ἀναβάθμιση τῶν ὑπηρεσιῶν ὑγείας καί προνοίας, ἰδίως στίς ἀγροτικές καί ἀπομακρυσμένες περιοχές τῆς χώρας. xyxy=(1197,1132,1378,1161)
paragraph: Κατά τή διάρκεια τῶν τελευταίων δεκαετιῶν ὁ ἀριθμός τῶν γεννήσεων στήν Ἑλλάδα παρουσιάζει συνεχῆ καί ἀνησυχητική μείωση, ἐνῶ παράλληλα αὐξάνεται τό ποσοστό τῶν ἡλικιωμένων ἀτόμων στό σύνολο τοῦ πληθυσμοῦ τῆς χώρας. xyxy=(23,1098,204,1150)
dateline: ΟΥΑΣΙΓΚΤΩΝ, 2. (Ἡν. Τύπος).— xyxy=(806,1603,924,1613)
paragraph: Παράλληλα, ἐπισημαίνεται ἡ ἀνάγκη γιά τήν ἀναβάθμιση τῶν ὑπηρεσιῶν ὑγείας καί προνοίας, ἰδίως στίς ἀγροτικές καί ἀπομακρυσμένες περιοχές τῆς χώρας. xyxy=(610,975,791,1016)
column-7 xyxy=(1189,427,1385,2122)
masthead-subtitle: ΑΝΑΜΕΣΑ ΣΕ 200 ΧΩΡΕΣ xyxy=(200,200,620,237)
paragraph: Μέ τήν ἔναρξη ἑνός βαθμιαῖου ἀπό τήν Ἀκαδημία Ἀθηνῶν ἐς αὐτοῦ συμπτώσεως εἶναι μιά σοβαρή προσπάθεια πού ἤδη ἔχει ὑπέρ τῆς πολυτεκνίας καί τῶν προβλημάτων τῆς ἑλληνικῆς οἰκογενείας, ἡ ὁποία ἀντιμετωπίζει σοβαρότατες δυσκολίες στήν καθημερινή ζωή της. xyxy=(1197,884,1378,942)
photo-priest-family xyxy=(23,611,204,811)
paragraph: Οἱ εἰδικοί ἐπιστήμονες ὑποστηρίζουν ὅτι τό φαινόμενο ὀφείλεται σέ πολλούς καί σύνθετους παράγοντες, οἰκονομικούς, κοινωνικούς καί ψυχολογικούς, οἱ ὁποῖοι ἀλληλοεπιδροῦν καί δυσχεραίνουν τήν ἀντιμετώπιση τοῦ προβλήματος. xyxy=(1393,1380,1573,1428)
mid-body-text-2: ΣΑΡΑΓΕΒΟ, Γιουγκοσλαβία, 2. (Ἀπό τούς ἀνταποκριτές μας).— Εἴκοσι ἄνθρωποι σκοτώθηκαν καί πολλοί τραυματίσθηκαν ὅταν λεωφορεῖο ἔπεσε σέ ποταμό κοντά στήν πόλη Μόσταρ, ἀνάμεσα ἀπό παγωμένους δρόμους. Τό δυστύχημα συνέβη χθές τό πρωί. Οἱ ἀρχές διεξάγουν ἔρευνες γιά τά αἴτια τοῦ ἀτυχήματος. xyxy=(821,337,985,410)
section-head-armenians: Η ΓΕΡΟΝΤΙΣΜΟΣ ΤΩΝ ΑΡΜΕΝΙΩΝ xyxy=(1408,1041,1557,1072)
paragraph: Οἱ εἰδικοί ἐπιστήμονες ὑποστηρίζουν ὅτι τό φαινόμενο ὀφείλεται σέ πολλούς καί σύνθετους παράγοντες, οἰκονομικούς, κοινωνικούς καί ψυχολογικούς, οἱ ὁποῖοι ἀλληλοεπιδροῦν καί δυσχεραίνουν τήν ἀντιμετώπιση τοῦ προβλήματος. xyxy=(1197,1001,1378,1050)
paragraph: Οἱ ἁρμόδιοι ὑπουργοί δήλωσαν ὅτι τό θέμα θά ἀπασχολήσει σύντομα τό ὑπουργικό συμβούλιο καί ὅτι θά ἀνακοινωθοῦν συγκεκριμένες ἀποφάσεις. xyxy=(610,1126,791,1157)
india-kicker: Μετά τό δημιουργηθέν ἀδιέξοδο xyxy=(222,1122,397,1138)
paragraph: Τά μέτρα πού ἔχουν ληφθεῖ μέχρι σήμερα κρίνονται ἀνεπαρκῆ καί ἀποσπασματικά, χωρίς νά ἐντάσσονται σέ ἕνα συνολικό καί μακροπρόθεσμο ἐθνικό σχεδιασμό. xyxy=(1197,850,1378,879)
paragraph: Παράλληλα, ἐπισημαίνεται ἡ ἀνάγκη γιά τήν ἀναβάθμιση τῶν ὑπηρεσιῶν ὑγείας καί προνοίας, ἰδίως στίς ἀγροτικές καί ἀπομακρυσμένες περιοχές τῆς χώρας. xyxy=(219,947,400,987)
paragraph: Χρειάζεται συντονισμένη προσπάθεια τῆς πολιτείας, τῆς Ἐκκλησίας καί ὅλων τῶν φορέων, ὥστε νά ἀνατραπεῖ ἡ σημερινή κατάσταση καί νά ἐξασφαλισθεῖ ἡ δημογραφική ἐπιβίωση τοῦ ἑλληνισμοῦ. xyxy=(1197,1088,1378,1127)
paragraph: Χρειάζεται συντονισμένη προσπάθεια τῆς πολιτείας, τῆς Ἐκκλησίας καί ὅλων τῶν φορέων, ὥστε νά ἀνατραπεῖ ἡ σημερινή κατάσταση καί νά ἐξασφαλισθεῖ ἡ δημογραφική ἐπιβίωση τοῦ ἑλληνισμοῦ. xyxy=(1197,731,1378,770)
ad-title: «Ο ΜΠΑΜΠΑΣ ΕΚΠΑΙΔΕΥΕΤΑΙ» xyxy=(582,2219,1181,2259)
paragraph: Οἱ εἰδικοί ἐπιστήμονες ὑποστηρίζουν ὅτι τό φαινόμενο ὀφείλεται σέ πολλούς καί σύνθετους παράγοντες, οἰκονομικούς, κοινωνικούς καί ψυχολογικούς, οἱ ὁποῖοι ἀλληλοεπιδροῦν καί δυσχεραίνουν τήν ἀντιμετώπιση τοῦ προβλήματος. xyxy=(23,553,204,604)
paragraph: Ἡ ἐνίσχυση τῶν πολυτέκνων οἰκογενειῶν μέ οἰκονομικά καί φορολογικά κίνητρα ἀποτελεῖ βασική προϋπόθεση γιά τήν ἀντιστροφή τῆς σημερινῆς πορείας. xyxy=(1001,1024,1182,1054)
paragraph: Μέ τήν ἔναρξη ἑνός βαθμιαῖου ἀπό τήν Ἀκαδημία Ἀθηνῶν ἐς αὐτοῦ συμπτώσεως εἶναι μιά σοβαρή προσπάθεια πού ἤδη ἔχει ὑπέρ τῆς πολυτεκνίας καί τῶν προβλημάτων τῆς ἑλληνικῆς οἰκογενείας, ἡ ὁποία ἀντιμετωπίζει σοβαρότατες δυσκολίες στήν καθημερινή ζωή της. xyxy=(1393,427,1573,485)
masthead-deck: Ἡ Ἀκαδημία Ἀθηνῶν γιά νά ἐπισημάνει τόν κίνδυνο καί τό χρέος ὅλων, βραβεύει μιά πολυτεκνική ὀργάνωση.-Τί πρέπει νά κάνουν Κράτος καί Ἐκκλησία xyxy=(80,258,740,326)
paragraph: Κατά τή διάρκεια τῶν τελευταίων δεκαετιῶν ὁ ἀριθμός τῶν γεννήσεων στήν Ἑλλάδα παρουσιάζει συνεχῆ καί ἀνησυχητική μείωση, ἐνῶ παράλληλα αὐξάνεται τό ποσοστό τῶν ἡλικιωμένων ἀτόμων στό σύνολο τοῦ πληθυσμοῦ τῆς χώρας. xyxy=(1001,469,1182,517)
paragraph: Ἡ ἐνίσχυση τῶν πολυτέκνων οἰκογενειῶν μέ οἰκονομικά καί φορολογικά κίνητρα ἀποτελεῖ βασική προϋπόθεση γιά τήν ἀντιστροφή τῆς σημερινῆς πορείας. xyxy=(1001,618,1182,647)
paragraph: Οἱ εἰδικοί ἐπιστήμονες ὑποστηρίζουν ὅτι τό φαινόμενο ὀφείλεται σέ πολλούς καί σύνθετους παράγοντες, οἰκονομικούς, κοινωνικούς καί ψυχολογικούς, οἱ ὁποῖοι ἀλληλοεπιδροῦν καί δυσχεραίνουν τήν ἀντιμετώπιση τοῦ προβλήματος. xyxy=(806,1240,987,1292)
paragraph: Ὅλο τό προάστιο μετεβλήθη σέ λίμνες σοκολάτας, ὅταν ἐκδηλώθηκε πυρκαγιά σέ μεγάλο ἐργοστάσιο ζαχαρωδῶν. Οἱ πυροσβέστες δυσκολεύθηκαν νά πλησιάσουν, καθώς τά πόδια καί τά δάχτυλά τους κολλοῦσαν στή ζεστή μάζα πού εἶχε πλημμυρίσει τούς δρόμους. xyxy=(219,1843,400,1906)
paragraph: Οἱ εἰδικοί ἐπιστήμονες ὑποστηρίζουν ὅτι τό φαινόμενο ὀφείλεται σέ πολλούς καί σύνθετους παράγοντες, οἰκονομικούς, κοινωνικούς καί ψυχολογικούς, οἱ ὁποῖοι ἀλληλοεπιδροῦν καί δυσχεραίνουν τήν ἀντιμετώπιση τοῦ προβλήματος. xyxy=(219,427,400,479)
paragraph: Χρειάζεται συντονισμένη προσπάθεια τῆς πολιτείας, τῆς Ἐκκλησίας καί ὅλων τῶν φορέων, ὥστε νά ἀνατραπεῖ ἡ σημερινή κατάσταση καί νά ἐξασφαλισθεῖ ἡ δημογραφική ἐπιβίωση τοῦ ἑλληνισμοῦ. xyxy=(219,646,400,687)
paragraph: Παράλληλα, ἐπισημαίνεται ἡ ἀνάγκη γιά τήν ἀναβάθμιση τῶν ὑπηρεσιῶν ὑγείας καί προνοίας, ἰδίως στίς ἀγροτικές καί ἀπομακρυσμένες περιοχές τῆς χώρας. xyxy=(23,1364,204,1405)
photo-wide-wrapper xyxy=(219,693,400,905)
paragraph: Κατά τή διάρκεια τῶν τελευταίων δεκαετιῶν ὁ ἀριθμός τῶν γεννήσεων στήν Ἑλλάδα παρουσιάζει συνεχῆ καί ἀνησυχητική μείωση, ἐνῶ παράλληλα αὐξάνεται τό ποσοστό τῶν ἡλικιωμένων ἀτόμων στό σύνολο τοῦ πληθυσμοῦ τῆς χώρας. xyxy=(1197,1166,1378,1214)
divider xyxy=(219,1556,400,1558)
right-headline-1: ΕΞΕΠΛΗΞΕ ΤΟΥΣ ΠΟΛΙΤΙΚΟΥΣ xyxy=(1081,38,1406,117)
paragraph: Κατά τή διάρκεια τῶν τελευταίων δεκαετιῶν ὁ ἀριθμός τῶν γεννήσεων στήν Ἑλλάδα παρουσιάζει συνεχῆ καί ἀνησυχητική μείωση, ἐνῶ παράλληλα αὐξάνεται τό ποσοστό τῶν ἡλικιωμένων ἀτόμων στό σύνολο τοῦ πληθυσμοῦ τῆς χώρας. xyxy=(415,834,596,886)
paragraph: Μέ τήν ἔναρξη ἑνός βαθμιαῖου ἀπό τήν Ἀκαδημία Ἀθηνῶν ἐς αὐτοῦ συμπτώσεως εἶναι μιά σοβαρή προσπάθεια πού ἤδη ἔχει ὑπέρ τῆς πολυτεκνίας καί τῶν προβλημάτων τῆς ἑλληνικῆς οἰκογενείας, ἡ ὁποία ἀντιμετωπίζει σοβαρότατες δυσκολίες στήν καθημερινή ζωή της. xyxy=(1197,548,1378,605)
paragraph: Σέ πρωτοχρονιάτικο μήνυμά του πρός τόν ἀμερικανικό λαό ὁ πρόεδρος Κάρτερ ἐξέφρασε τήν αἰσιοδοξία του ὅτι ἡ δεκαετία τοῦ '80 θά εἶναι καλή γιά τήν Ἀμερική, ἡ ὁποία θά γίνει ἰσχυρότερη στόν οἰκονομικό, στόν στρατιωτικό καί στόν ἠθικό τομέα. xyxy=(806,1618,987,1670)
paragraph: Τά μέτρα πού ἔχουν ληφθεῖ μέχρι σήμερα κρίνονται ἀνεπαρκῆ καί ἀποσπασματικά, χωρίς νά ἐντάσσονται σέ ἕνα συνολικό καί μακροπρόθεσμο ἐθνικό σχεδιασμό. xyxy=(1393,598,1573,627)
paragraph: Οἱ εἰδικοί ἐπιστήμονες ὑποστηρίζουν ὅτι τό φαινόμενο ὀφείλεται σέ πολλούς καί σύνθετους παράγοντες, οἰκονομικούς, κοινωνικούς καί ψυχολογικούς, οἱ ὁποῖοι ἀλληλοεπιδροῦν καί δυσχεραίνουν τήν ἀντιμετώπιση τοῦ προβλήματος. xyxy=(23,1531,204,1584)
paragraph: Οἱ ἁρμόδιοι ὑπουργοί δήλωσαν ὅτι τό θέμα θά ἀπασχολήσει σύντομα τό ὑπουργικό συμβούλιο καί ὅτι θά ἀνακοινωθοῦν συγκεκριμένες ἀποφάσεις. xyxy=(1393,669,1573,698)
paragraph: Χρειάζεται συντονισμένη προσπάθεια τῆς πολιτείας, τῆς Ἐκκλησίας καί ὅλων τῶν φορέων, ὥστε νά ἀνατραπεῖ ἡ σημερινή κατάσταση καί νά ἐξασφαλισθεῖ ἡ δημογραφική ἐπιβίωση τοῦ ἑλληνισμοῦ. xyxy=(23,848,204,889)
paragraph: Χρειάζεται συντονισμένη προσπάθεια τῆς πολιτείας, τῆς Ἐκκλησίας καί ὅλων τῶν φορέων, ὥστε νά ἀνατραπεῖ ἡ σημερινή κατάσταση καί νά ἐξασφαλισθεῖ ἡ δημογραφική ἐπιβίωση τοῦ ἑλληνισμοῦ. xyxy=(1393,1184,1573,1223)
paragraph: Παράλληλα, ἐπισημαίνεται ἡ ἀνάγκη γιά τήν ἀναβάθμιση τῶν ὑπηρεσιῶν ὑγείας καί προνοίας, ἰδίως στίς ἀγροτικές καί ἀπομακρυσμένες περιοχές τῆς χώρας. xyxy=(1197,697,1378,726)
paragraph: Τά μέτρα πού ἔχουν ληφθεῖ μέχρι σήμερα κρίνονται ἀνεπαρκῆ καί ἀποσπασματικά, χωρίς νά ἐντάσσονται σέ ἕνα συνολικό καί μακροπρόθεσμο ἐθνικό σχεδιασμό. xyxy=(1001,522,1182,551)
paragraph: Ἡ ἐνίσχυση τῶν πολυτέκνων οἰκογενειῶν μέ οἰκονομικά καί φορολογικά κίνητρα ἀποτελεῖ βασική προϋπόθεση γιά τήν ἀντιστροφή τῆς σημερινῆς πορείας. xyxy=(23,1250,204,1291)
paragraph: Παράλληλα, ἐπισημαίνεται ἡ ἀνάγκη γιά τήν ἀναβάθμιση τῶν ὑπηρεσιῶν ὑγείας καί προνοίας, ἰδίως στίς ἀγροτικές καί ἀπομακρυσμένες περιοχές τῆς χώρας. xyxy=(1001,842,1182,871)
paragraph: Μέ τήν ἔναρξη ἑνός βαθμιαῖου ἀπό τήν Ἀκαδημία Ἀθηνῶν ἐς αὐτοῦ συμπτώσεως εἶναι μιά σοβαρή προσπάθεια πού ἤδη ἔχει ὑπέρ τῆς πολυτεκνίας καί τῶν προβλημάτων τῆς ἑλληνικῆς οἰκογενείας, ἡ ὁποία ἀντιμετωπίζει σοβαρότατες δυσκολίες στήν καθημερινή ζωή της. xyxy=(1001,962,1182,1020)
paragraph: Παράλληλα, ἐπισημαίνεται ἡ ἀνάγκη γιά τήν ἀναβάθμιση τῶν ὑπηρεσιῶν ὑγείας καί προνοίας, ἰδίως στίς ἀγροτικές καί ἀπομακρυσμένες περιοχές τῆς χώρας. xyxy=(806,1297,987,1339)
paragraph: Οἱ εἰδικοί ἐπιστήμονες ὑποστηρίζουν ὅτι τό φαινόμενο ὀφείλεται σέ πολλούς καί σύνθετους παράγοντες, οἰκονομικούς, κοινωνικούς καί ψυχολογικούς, οἱ ὁποῖοι ἀλληλοεπιδροῦν καί δυσχεραίνουν τήν ἀντιμετώπιση τοῦ προβλήματος. xyxy=(1393,546,1573,593)
paragraph: Μέ τήν ἔναρξη ἑνός βαθμιαῖου ἀπό τήν Ἀκαδημία Ἀθηνῶν ἐς αὐτοῦ συμπτώσεως εἶναι μιά σοβαρή προσπάθεια πού ἤδη ἔχει ὑπέρ τῆς πολυτεκνίας καί τῶν προβλημάτων τῆς ἑλληνικῆς οἰκογενείας, ἡ ὁποία ἀντιμετωπίζει σοβαρότατες δυσκολίες στήν καθημερινή ζωή της. xyxy=(219,532,400,593)
paragraph: Παράλληλα, ἐπισημαίνεται ἡ ἀνάγκη γιά τήν ἀναβάθμιση τῶν ὑπηρεσιῶν ὑγείας καί προνοίας, ἰδίως στίς ἀγροτικές καί ἀπομακρυσμένες περιοχές τῆς χώρας. xyxy=(1001,1211,1182,1240)
section-head-only-solution: ΜΙΑ ΜΟΝΟ ΛΥΣΗ xyxy=(1032,655,1151,671)
paragraph: Ἡ ἐνίσχυση τῶν πολυτέκνων οἰκογενειῶν μέ οἰκονομικά καί φορολογικά κίνητρα ἀποτελεῖ βασική προϋπόθεση γιά τήν ἀντιστροφή τῆς σημερινῆς πορείας. xyxy=(415,635,596,677)
page-number-badge: Σελίδα 5 xyxy=(1472,12,1580,40)
dateline: ΣΙΚΑΓΟ, 2. (Ἡνωμ. Τύπος).— xyxy=(219,1828,326,1838)
section-head-leaders-responsibility: Η ΕΥΘΥΝΗ ΤΩΝ ΗΓΕΤΩΝ xyxy=(1398,1265,1567,1281)
india-headline-3: ΓΙΑ ΑΝΑΔΕΙΞΗ ΝΕΑΣ ΒΟΥΛΗΣ xyxy=(219,1257,400,1335)
paragraph: Οἱ ἁρμόδιοι ὑπουργοί δήλωσαν ὅτι τό θέμα θά ἀπασχολήσει σύντομα τό ὑπουργικό συμβούλιο καί ὅτι θά ἀνακοινωθοῦν συγκεκριμένες ἀποφάσεις. xyxy=(1197,1055,1378,1084)
section-head-church-duty: ΜΕΓΑΛΟ ΧΡΕΟΣ ΤΗΣ ΕΚΚΛΗΣΙΑΣ xyxy=(23,1414,165,1445)
ad-line-1: ΚΡΑΤΙΚΟ ΘΕΑΤΡΟ ΒΟΡΕΙΟΥ ΕΛΛΑΔΟΣ - ΘΕΑΤΡΟ ΑΝΑΤΟΛΙΚΗΣ ΜΑΚΕΔΟΝΙΑΣ xyxy=(344,2183,1252,2207)
dateline: ΠΟΛΗ ΤΟΥ ΒΑΤΙΚΑΝΟΥ, 2. (Ἀπό ἑνός ἀνταποκριτοῦ μας).— xyxy=(821,119,985,139)
section-head-sweden-investment: ΕΚΔΗΛΩΝΕΙ ΕΝΔΙΑΦΕΡΟΝ Η ΣΟΥΗΔΙΑ ΓΙΑ ΕΠΕΝΔΥΣΕΙΣ ΣΤΗΝ ΕΛΛΑΔΑ xyxy=(813,610,980,704)
paragraph: Κατά τή διάρκεια τῶν τελευταίων δεκαετιῶν ὁ ἀριθμός τῶν γεννήσεων στήν Ἑλλάδα παρουσιάζει συνεχῆ καί ἀνησυχητική μείωση, ἐνῶ παράλληλα αὐξάνεται τό ποσοστό τῶν ἡλικιωμένων ἀτόμων στό σύνολο τοῦ πληθυσμοῦ τῆς χώρας. xyxy=(1197,796,1378,845)
paragraph: Μέ τήν ἔναρξη ἑνός βαθμιαῖου ἀπό τήν Ἀκαδημία Ἀθηνῶν ἐς αὐτοῦ συμπτώσεως εἶναι μιά σοβαρή προσπάθεια πού ἤδη ἔχει ὑπέρ τῆς πολυτεκνίας καί τῶν προβλημάτων τῆς ἑλληνικῆς οἰκογενείας, ἡ ὁποία ἀντιμετωπίζει σοβαρότατες δυσκολίες στήν καθημερινή ζωή της. xyxy=(23,427,204,490)
paragraph: Οἱ ἁρμόδιοι ὑπουργοί δήλωσαν ὅτι τό θέμα θά ἀπασχολήσει σύντομα τό ὑπουργικό συμβούλιο καί ὅτι θά ἀνακοινωθοῦν συγκεκριμένες ἀποφάσεις. xyxy=(23,1024,204,1055)
paragraph: Τά μέτρα πού ἔχουν ληφθεῖ μέχρι σήμερα κρίνονται ἀνεπαρκῆ καί ἀποσπασματικά, χωρίς νά ἐντάσσονται σέ ἕνα συνολικό καί μακροπρόθεσμο ἐθνικό σχεδιασμό. xyxy=(23,1213,205,1244)
